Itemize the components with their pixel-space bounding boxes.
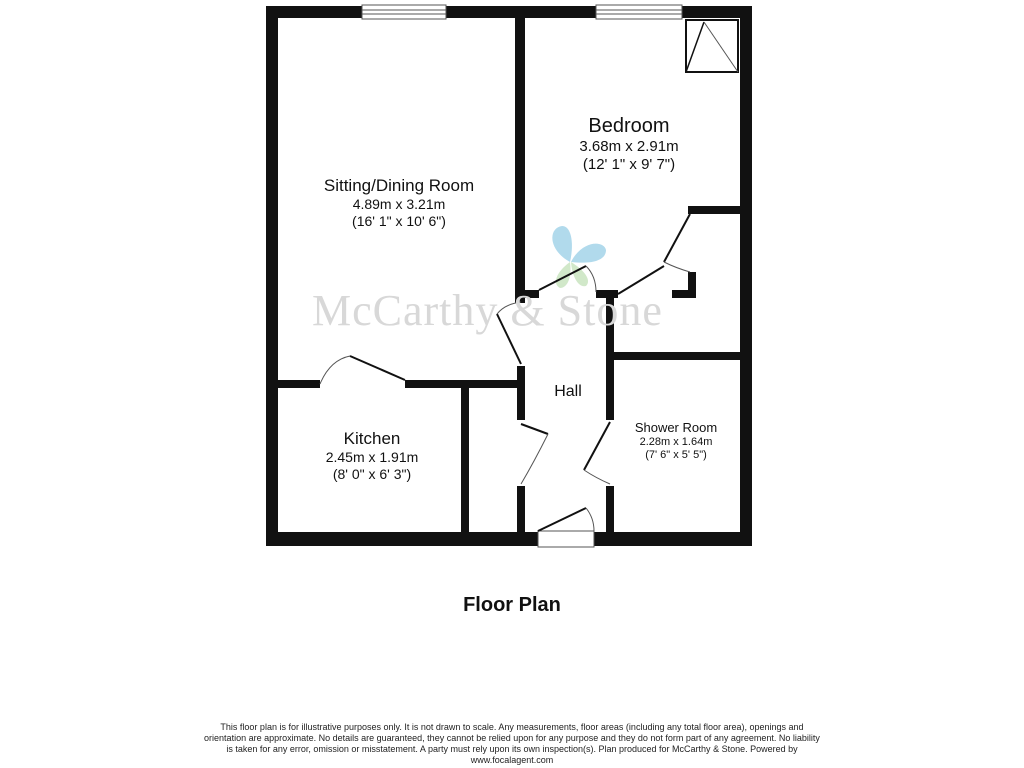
shower-room-label (635, 420, 717, 462)
sitting-room-name: Sitting/Dining Room (323, 176, 475, 195)
kitchen-name: Kitchen (343, 429, 401, 448)
plan-title: Floor Plan (463, 594, 561, 616)
hall-label (554, 382, 582, 401)
bedroom-name: Bedroom (588, 115, 670, 137)
window-sitting-room (362, 5, 446, 19)
disclaimer-text: This floor plan is for illustrative purposes only. It is not drawn to scale. Any measurements, floor areas (including any total floor area), openings and orientation are approximate. No details are guaranteed, they cannot be relied upon for any purpose and they do not form part of any agreement. No liability is taken for any error, omission or misstatement. A party must rely upon its own inspection(s). Plan produced for McCarthy & Stone. Powered by www.focalagent.com (204, 722, 820, 765)
hall-name: Hall (554, 383, 582, 400)
kitchen-label (326, 429, 419, 483)
sitting-room-metric: 4.89m x 3.21m (352, 196, 446, 213)
bedroom-cupboard (686, 20, 738, 72)
bedroom-imperial: (12' 1" x 9' 7") (582, 156, 676, 173)
kitchen-imperial: (8' 0" x 6' 3") (332, 466, 412, 483)
watermark-text: McCarthy & Stone (312, 286, 663, 335)
shower-room-name: Shower Room (634, 420, 718, 435)
shower-room-metric: 2.28m x 1.64m (639, 435, 713, 448)
kitchen-metric: 2.45m x 1.91m (325, 449, 419, 466)
bedroom-metric: 3.68m x 2.91m (579, 138, 679, 155)
shower-room-imperial: (7' 6" x 5' 5") (645, 448, 707, 461)
entrance-door (538, 508, 594, 547)
sitting-room-label (324, 176, 474, 230)
bedroom-label (579, 114, 678, 174)
sitting-room-imperial: (16' 1" x 10' 6") (352, 213, 446, 230)
window-bedroom (596, 5, 682, 19)
